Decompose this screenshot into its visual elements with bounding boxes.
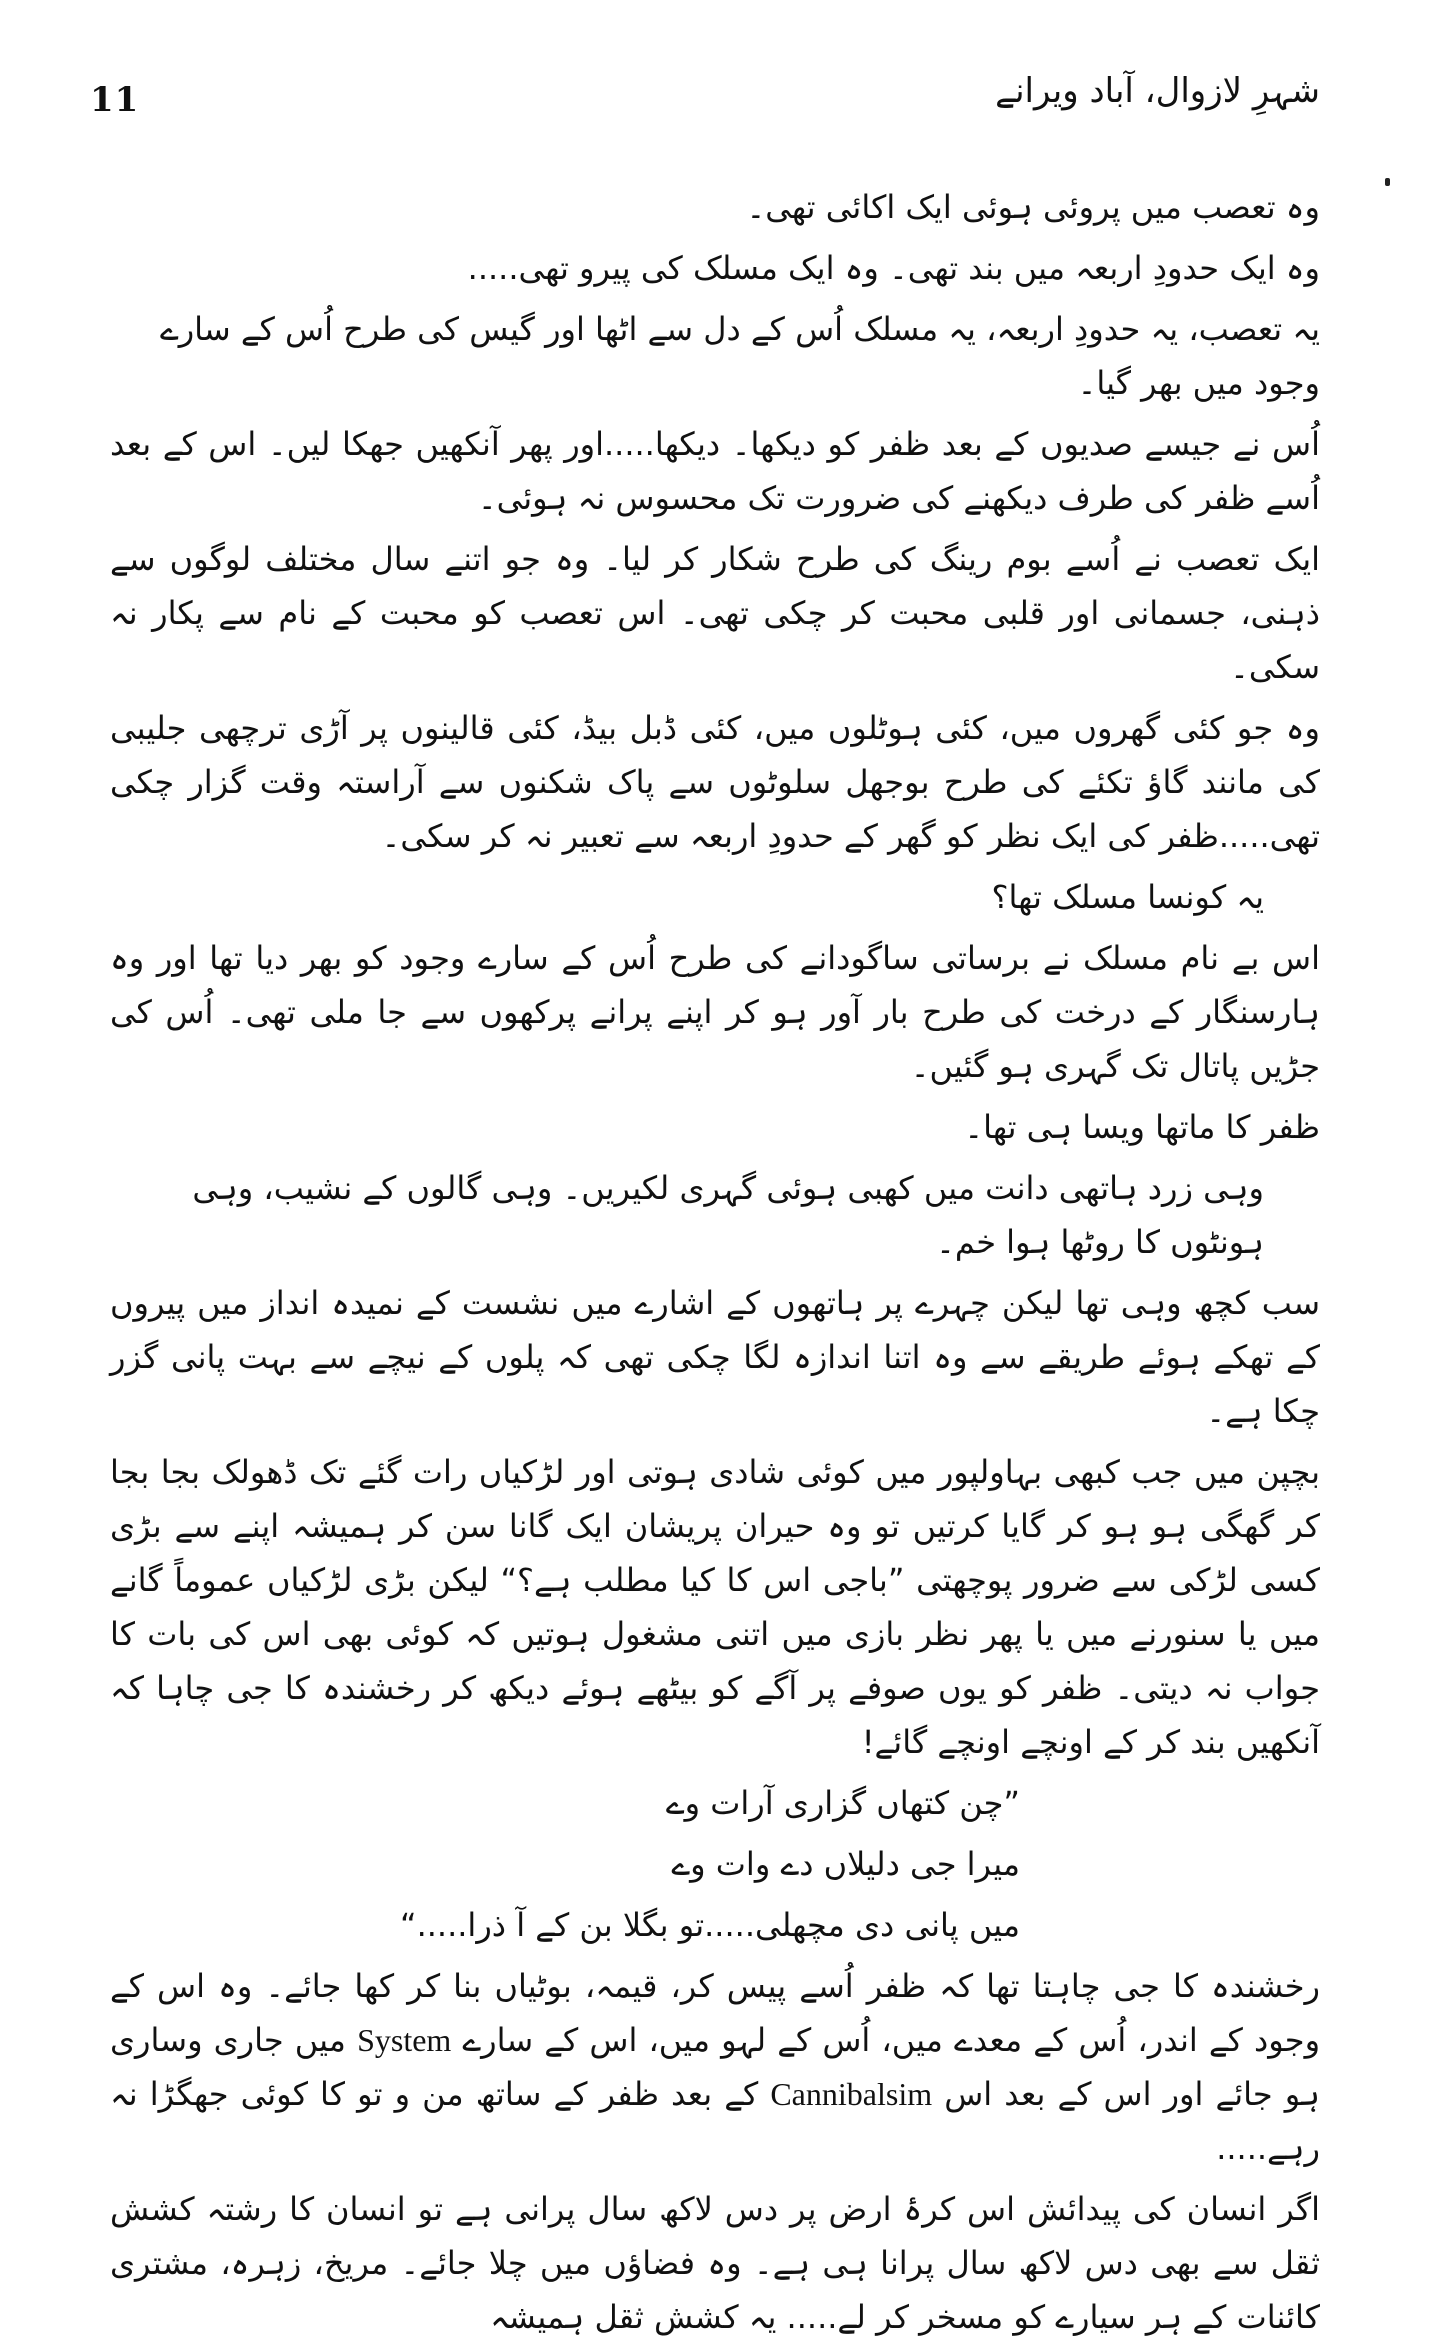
paragraph-text: میں جاری وساری ہو جائے اور اس کے بعد اس [110,2021,1321,2113]
paragraph [110,1959,1320,2175]
verse-line: ”چن کتھاں گزاری آرات وے [665,1784,1020,1822]
paragraph: اگر انسان کی پیدائش اس کرۂ ارض پر دس لاکھ سال پرانی ہے تو انسان کا رشتہ کشش ثقل سے بھی دس لاکھ سال پرانا ہی ہے۔ وہ فضاؤں میں چلا جائے۔ مریخ، زہرہ، مشتری کائنات کے ہر سیارے کو مسخر کر لے..... یہ کشش ثقل ہمیشہ [110,2190,1320,2336]
paragraph: وہ ایک حدودِ اربعہ میں بند تھی۔ وہ ایک مسلک کی پیرو تھی..... [467,249,1320,287]
paragraph: یہ تعصب، یہ حدودِ اربعہ، یہ مسلک اُس کے دل سے اٹھا اور گیس کی طرح اُس کے سارے وجود میں بھر گیا۔ [159,310,1320,402]
paragraph: وہ جو کئی گھروں میں، کئی ہوٹلوں میں، کئی ڈبل بیڈ، کئی قالینوں پر آڑی ترچھی جلیبی کی مانند گاؤ تکئے کی طرح بوجھل سلوٹوں سے پاک شکنوں سے آراستہ وقت گزار چکی تھی.....ظفر کی ایک نظر کو گھر کے حدودِ اربعہ سے تعبیر نہ کر سکی۔ [110,709,1320,855]
paragraph: وہی زرد ہاتھی دانت میں کھبی ہوئی گہری لکیریں۔ وہی گالوں کے نشیب، وہی ہونٹوں کا روٹھا ہوا خم۔ [192,1169,1264,1261]
paragraph-text: کے بعد ظفر کے ساتھ من و تو کا کوئی جھگڑا نہ رہے..... [110,2075,1320,2167]
paragraph: سب کچھ وہی تھا لیکن چہرے پر ہاتھوں کے اشارے میں نشست کے نمیدہ انداز میں پیروں کے تھکے ہوئے طریقے سے وہ اتنا اندازہ لگا چکی تھی کہ پلوں کے نیچے سے بہت پانی گزر چکا ہے۔ [110,1284,1320,1430]
paragraph: یہ کونسا مسلک تھا؟ [991,878,1264,916]
paragraph-text: رخشندہ کا جی چاہتا تھا کہ ظفر اُسے پیس کر، قیمہ، بوٹیاں بنا کر کھا جائے۔ وہ اس کے وجود کے اندر، اُس کے معدے میں، اُس کے لہو میں، اس کے سارے [110,1967,1321,2059]
print-speck [1385,178,1390,186]
body-text [110,180,1320,2351]
english-word: Cannibalsim [770,2076,933,2112]
paragraph: اس بے نام مسلک نے برساتی ساگودانے کی طرح اُس کے سارے وجود کو بھر دیا تھا اور وہ ہارسنگار کے درخت کی طرح بار آور ہو کر اپنے پرانے پرکھوں سے جا ملی تھی۔ اُس کی جڑیں پاتال تک گہری ہو گئیں۔ [110,939,1320,1085]
english-word: System [357,2022,452,2058]
verse-line: میں پانی دی مچھلی.....تو بگلا بن کے آ ذرا.....“ [399,1906,1020,1944]
paragraph: ایک تعصب نے اُسے بوم رینگ کی طرح شکار کر لیا۔ وہ جو اتنے سال مختلف لوگوں سے ذہنی، جسمانی اور قلبی محبت کر چکی تھی۔ اس تعصب کو محبت کے نام سے پکار نہ سکی۔ [110,540,1320,686]
page-number: 11 [90,80,140,120]
page-header [90,70,1320,140]
paragraph: ظفر کا ماتھا ویسا ہی تھا۔ [964,1108,1320,1146]
paragraph: اُس نے جیسے صدیوں کے بعد ظفر کو دیکھا۔ دیکھا.....اور پھر آنکھیں جھکا لیں۔ اس کے بعد اُسے ظفر کی طرف دیکھنے کی ضرورت تک محسوس نہ ہوئی۔ [110,425,1320,517]
verse-line: میرا جی دلیلاں دے وات وے [671,1845,1020,1883]
paragraph: وہ تعصب میں پروئی ہوئی ایک اکائی تھی۔ [746,188,1320,226]
paragraph: بچپن میں جب کبھی بہاولپور میں کوئی شادی ہوتی اور لڑکیاں رات گئے تک ڈھولک بجا بجا کر گھگی ہو ہو کر گایا کرتیں تو وہ حیران پریشان ایک گانا سن کر ہمیشہ اپنے سے بڑی کسی لڑکی سے ضرور پوچھتی ”باجی اس کا کیا مطلب ہے؟“ لیکن بڑی لڑکیاں عموماً گانے میں یا سنورنے میں یا پھر نظر بازی میں اتنی مشغول ہوتیں کہ کوئی بھی اس کی بات کا جواب نہ دیتی۔ ظفر کو یوں صوفے پر آگے کو بیٹھے ہوئے دیکھ کر رخشندہ کا جی چاہا کہ آنکھیں بند کر کے اونچے اونچے گائے! [110,1453,1320,1761]
running-title: شہرِ لازوال، آباد ویرانے [995,71,1320,111]
